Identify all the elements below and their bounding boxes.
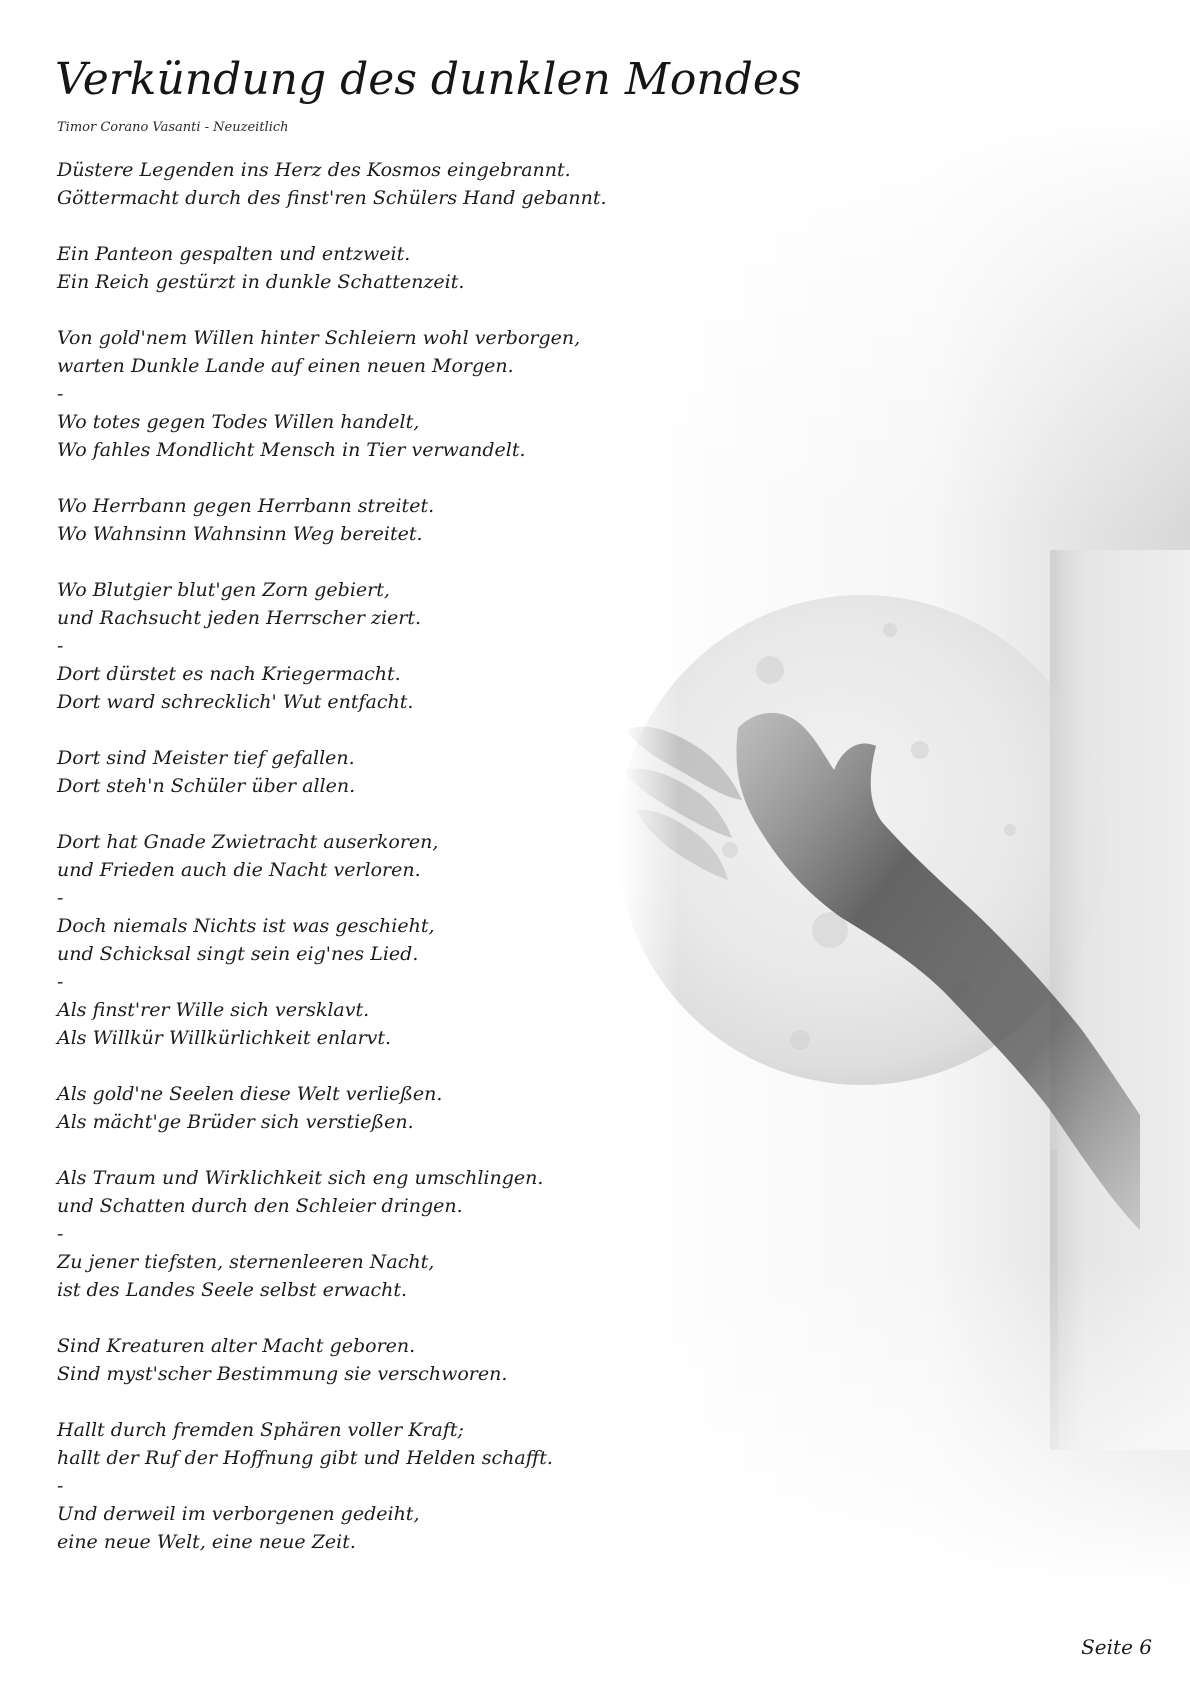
poem-line: Als mächt'ge Brüder sich verstießen. <box>57 1111 414 1133</box>
page-number: Seite 6 <box>1081 1635 1152 1659</box>
poem-line: Dort dürstet es nach Kriegermacht. <box>57 663 401 685</box>
poem-line: Als gold'ne Seelen diese Welt verließen. <box>57 1083 443 1105</box>
poem-line: warten Dunkle Lande auf einen neuen Morgen. <box>57 355 514 377</box>
poem-line: hallt der Ruf der Hoffnung gibt und Helden schafft. <box>57 1447 553 1469</box>
stanza-gap <box>57 296 617 324</box>
poem-line: Ein Panteon gespalten und entzweit. <box>57 243 411 265</box>
poem-line: Wo totes gegen Todes Willen handelt, <box>57 411 420 433</box>
poem-line: Sind myst'scher Bestimmung sie verschworen. <box>57 1363 508 1385</box>
poem-body <box>57 156 617 1556</box>
poem-line: und Schicksal singt sein eig'nes Lied. <box>57 943 419 965</box>
poem-line: Doch niemals Nichts ist was geschieht, <box>57 915 435 937</box>
stanza-gap <box>57 1136 617 1164</box>
poem-line: und Frieden auch die Nacht verloren. <box>57 859 421 881</box>
stanza-gap <box>57 1052 617 1080</box>
stanza-separator: - <box>57 887 64 909</box>
poem-line: ist des Landes Seele selbst erwacht. <box>57 1279 408 1301</box>
poem-line: Und derweil im verborgenen gedeiht, <box>57 1503 420 1525</box>
poem-line: Wo Wahnsinn Wahnsinn Weg bereitet. <box>57 523 423 545</box>
stanza-separator: - <box>57 1223 64 1245</box>
poem-line: Sind Kreaturen alter Macht geboren. <box>57 1335 416 1357</box>
poem-line: Dort sind Meister tief gefallen. <box>57 747 355 769</box>
poem-line: Dort steh'n Schüler über allen. <box>57 775 356 797</box>
stanza-separator: - <box>57 635 64 657</box>
stanza-separator: - <box>57 971 64 993</box>
stanza-separator: - <box>57 383 64 405</box>
stanza-gap <box>57 464 617 492</box>
poem-line: Als finst'rer Wille sich versklavt. <box>57 999 370 1021</box>
poem-line: Göttermacht durch des finst'ren Schülers Hand gebannt. <box>57 187 607 209</box>
poem-line: Hallt durch fremden Sphären voller Kraft; <box>57 1419 464 1441</box>
poem-line: Von gold'nem Willen hinter Schleiern wohl verborgen, <box>57 327 581 349</box>
poem-line: Zu jener tiefsten, sternenleeren Nacht, <box>57 1251 435 1273</box>
stanza-gap <box>57 800 617 828</box>
poem-line: und Schatten durch den Schleier dringen. <box>57 1195 463 1217</box>
page-title: Verkündung des dunklen Mondes <box>55 54 802 105</box>
poem-line: Ein Reich gestürzt in dunkle Schattenzeit. <box>57 271 465 293</box>
stanza-gap <box>57 716 617 744</box>
poem-line: Wo fahles Mondlicht Mensch in Tier verwandelt. <box>57 439 526 461</box>
stanza-gap <box>57 1304 617 1332</box>
poem-line: eine neue Welt, eine neue Zeit. <box>57 1531 356 1553</box>
poem-line: Als Willkür Willkürlichkeit enlarvt. <box>57 1027 392 1049</box>
poem-line: Dort hat Gnade Zwietracht auserkoren, <box>57 831 439 853</box>
moon-hand-illustration <box>620 110 1190 1590</box>
stanza-gap <box>57 548 617 576</box>
stanza-gap <box>57 1388 617 1416</box>
stanza-gap <box>57 212 617 240</box>
poem-line: Dort ward schrecklich' Wut entfacht. <box>57 691 414 713</box>
poem-line: Düstere Legenden ins Herz des Kosmos eingebrannt. <box>57 159 571 181</box>
poem-line: und Rachsucht jeden Herrscher ziert. <box>57 607 422 629</box>
stanza-separator: - <box>57 1475 64 1497</box>
poem-line: Wo Blutgier blut'gen Zorn gebiert, <box>57 579 390 601</box>
author-line: Timor Corano Vasanti - Neuzeitlich <box>57 120 289 135</box>
poem-line: Wo Herrbann gegen Herrbann streitet. <box>57 495 435 517</box>
poem-line: Als Traum und Wirklichkeit sich eng umschlingen. <box>57 1167 544 1189</box>
